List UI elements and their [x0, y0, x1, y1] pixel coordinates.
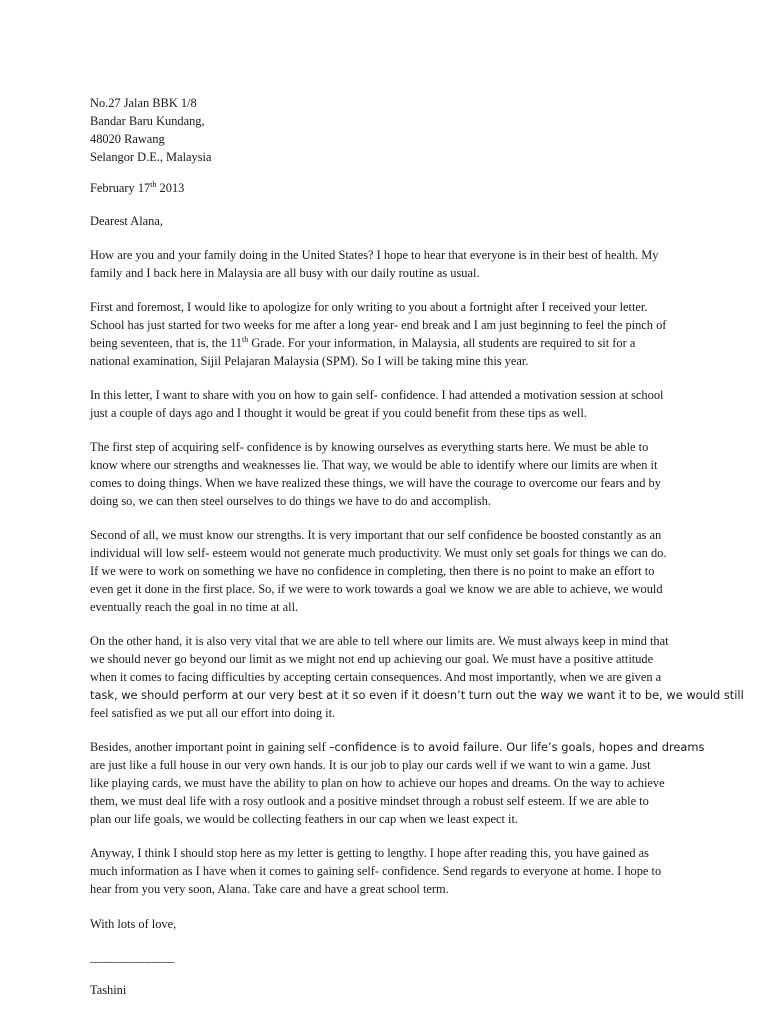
text-line: School has just started for two weeks for me after a long year- end break and I am just beginning to feel the pinch of [90, 318, 667, 332]
text-line: How are you and your family doing in the United States? I hope to hear that everyone is in their best of health. My [90, 248, 659, 262]
paragraph-strengths [90, 526, 690, 616]
text-fragment: Grade. For your information, in Malaysia, all students are required to sit for a [248, 336, 636, 350]
text-line: comes to doing things. When we have realized these things, we will have the courage to overcome our fears and by [90, 476, 661, 490]
text-line [90, 738, 705, 756]
text-line: national examination, Sijil Pelajaran Malaysia (SPM). So I will be taking mine this year. [90, 354, 529, 368]
text-line: individual will low self- esteem would not generate much productivity. We must only set goals for things we can do. [90, 546, 667, 560]
date-month-day: February 17 [90, 181, 151, 195]
text-line: hear from you very soon, Alana. Take care and have a great school term. [90, 882, 449, 896]
text-line: them, we must deal life with a rosy outlook and a positive mindset through a robust self esteem. If we are able to [90, 794, 649, 808]
paragraph-greeting [90, 246, 690, 282]
signature-name: Tashini [90, 983, 127, 997]
text-line: are just like a full house in our very own hands. It is our job to play our cards well if we want to win a game. Just [90, 758, 651, 772]
text-line: First and foremost, I would like to apologize for only writing to you about a fortnight after I received your letter. [90, 300, 648, 314]
address-line: Selangor D.E., Malaysia [90, 150, 212, 164]
text-line: family and I back here in Malaysia are all busy with our daily routine as usual. [90, 266, 480, 280]
closing: With lots of love, [90, 917, 177, 931]
text-line: Second of all, we must know our strengths. It is very important that our self confidence be boosted constantly as an [90, 528, 662, 542]
text-line: If we were to work on something we have no confidence in completing, then there is no point to make an effort to [90, 564, 655, 578]
text-line: much information as I have when it comes to gaining self- confidence. Send regards to everyone at home. I hope to [90, 864, 662, 878]
text-line: feel satisfied as we put all our effort into doing it. [90, 706, 336, 720]
paragraph-conclusion [90, 844, 690, 898]
signature-line: ________________ [90, 950, 174, 964]
text-line: like playing cards, we must have the ability to plan on how to achieve our hopes and dreams. On the way to achieve [90, 776, 665, 790]
text-line: eventually reach the goal in no time at all. [90, 600, 299, 614]
paragraph-intro [90, 386, 690, 422]
address-line: 48020 Rawang [90, 132, 165, 146]
address-line: No.27 Jalan BBK 1/8 [90, 96, 197, 110]
letter-body [90, 94, 744, 999]
letter-date [90, 179, 690, 197]
ordinal-suffix: th [241, 335, 249, 344]
date-year: 2013 [156, 181, 185, 195]
text-line: know where our strengths and weaknesses lie. That way, we would be able to identify where our limits are when it [90, 458, 658, 472]
text-line: just a couple of days ago and I thought it would be great if you could benefit from these tips as well. [90, 406, 587, 420]
text-line: when it comes to facing difficulties by accepting certain consequences. And most importantly, when we are given a [90, 670, 662, 684]
text-line: Anyway, I think I should stop here as my letter is getting to lengthy. I hope after reading this, you have gained as [90, 846, 649, 860]
text-line: On the other hand, it is also very vital that we are able to tell where our limits are. We must always keep in mind that [90, 634, 669, 648]
paragraph-limits [90, 632, 744, 722]
text-line: task, we should perform at our very best at it so even if it doesn’t turn out the way we want it to be, we would still [90, 688, 744, 702]
text-line: doing so, we can then steel ourselves to do things we have to do and accomplish. [90, 494, 491, 508]
paragraph-avoid-failure [90, 738, 705, 828]
paragraph-first-step [90, 438, 690, 510]
text-line: In this letter, I want to share with you on how to gain self- confidence. I had attended a motivation session at school [90, 388, 664, 402]
text-line: The first step of acquiring self- confidence is by knowing ourselves as everything starts here. We must be able to [90, 440, 649, 454]
date-suffix: th [150, 180, 157, 189]
text-line: plan our life goals, we would be collecting feathers in our cap when we least expect it. [90, 812, 519, 826]
text-line [90, 334, 690, 352]
sender-address [90, 94, 690, 166]
text-line: we should never go beyond our limit as we might not end up achieving our goal. We must have a positive attitude [90, 652, 654, 666]
text-fragment: Besides, another important point in gaining self [90, 740, 329, 754]
address-line: Bandar Baru Kundang, [90, 114, 205, 128]
paragraph-apology [90, 298, 690, 370]
salutation: Dearest Alana, [90, 214, 163, 228]
text-fragment: –confidence is to avoid failure. Our life’s goals, hopes and dreams [328, 740, 705, 754]
text-line: even get it done in the first place. So, if we were to work towards a goal we know we are able to achieve, we would [90, 582, 663, 596]
text-fragment: being seventeen, that is, the 11 [90, 336, 242, 350]
